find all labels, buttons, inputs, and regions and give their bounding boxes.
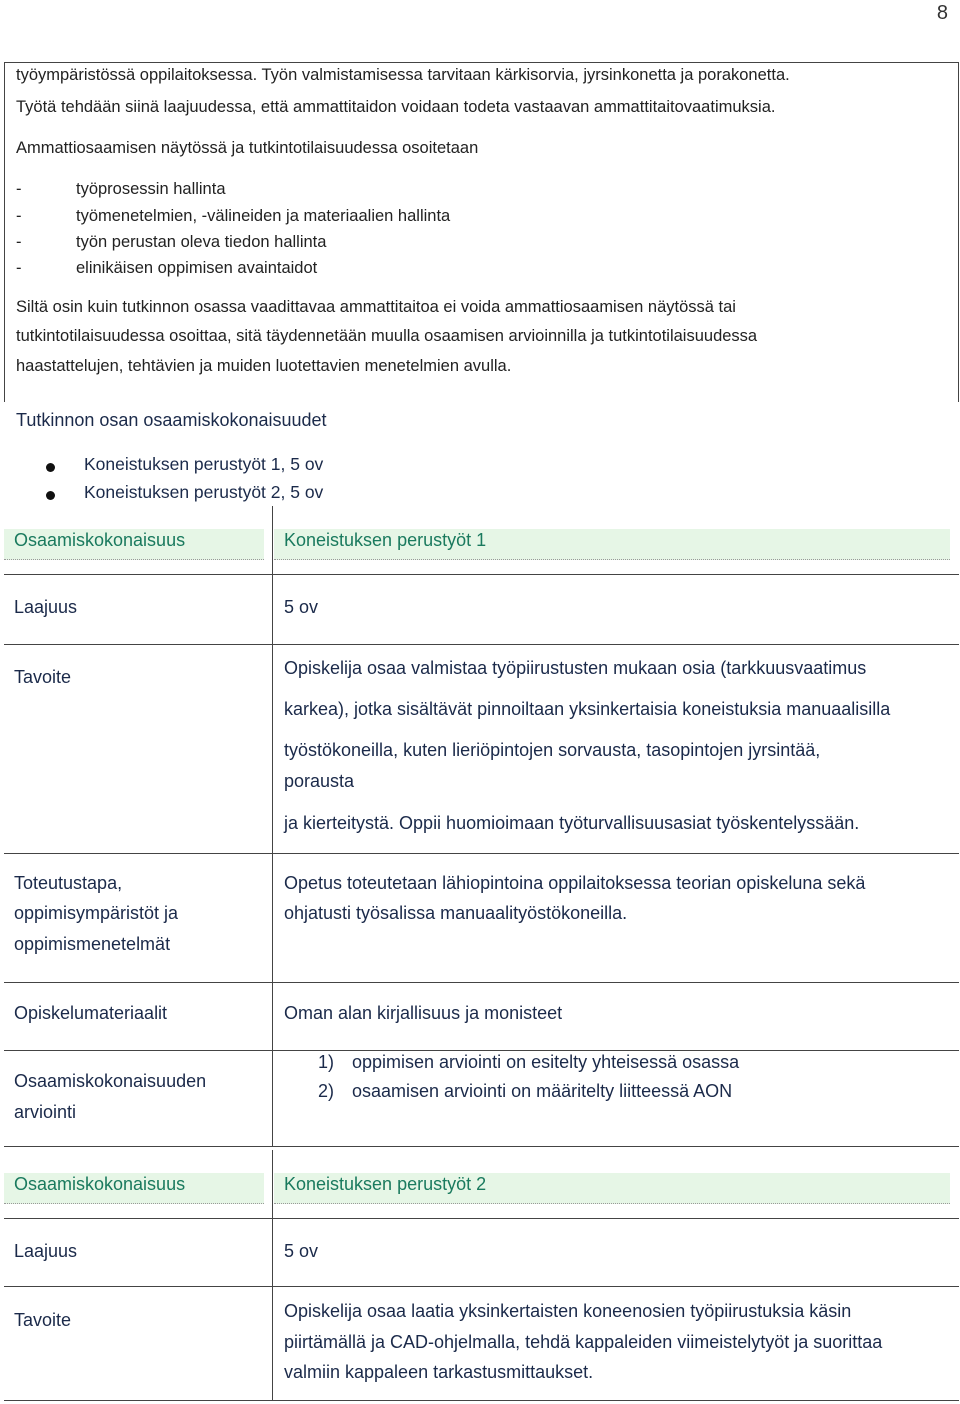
dash-list-item: - työn perustan oleva tiedon hallinta [16,233,327,251]
intro-line: työympäristössä oppilaitoksessa. Työn valmistamisessa tarvitaan kärkisorvia, jyrsinkonetta ja porakonetta. [16,66,790,84]
tavoite-line: Opiskelija osaa laatia yksinkertaisten koneenosien työpiirustuksia käsin [284,1301,852,1321]
table1-header-label: Osaamiskokonaisuus [14,530,186,550]
dash-list-item: - työmenetelmien, -välineiden ja materiaalien hallinta [16,207,451,225]
bullet-item: Koneistuksen perustyöt 1, 5 ov [52,454,323,475]
table2-column-divider [272,1218,273,1400]
bullet-item: Koneistuksen perustyöt 2, 5 ov [52,482,323,503]
tavoite-line: ja kierteitystä. Oppii huomioimaan työturvallisuusasiat työskentelyssään. [284,813,860,833]
tavoite-line: piirtämällä ja CAD-ohjelmalla, tehdä kappaleiden viimeistelytyöt ja suorittaa [284,1332,883,1352]
tavoite-line: Opiskelija osaa valmistaa työpiirustusten mukaan osia (tarkkuusvaatimus [284,658,867,678]
laajuus-value: 5 ov [284,597,319,617]
paragraph-line: haastattelujen, tehtävien ja muiden luotettavien menetelmien avulla. [16,357,512,375]
intro-line: Ammattiosaamisen näytössä ja tutkintotilaisuudessa osoitetaan [16,139,479,157]
section-heading: Tutkinnon osan osaamiskokonaisuudet [16,410,327,430]
table2-header-value: Koneistuksen perustyöt 2 [284,1174,487,1194]
table1-header-value: Koneistuksen perustyöt 1 [284,530,487,550]
toteutus-line: Opetus toteutetaan lähiopintoina oppilaitoksessa teorian opiskeluna sekä [284,873,866,893]
table-rule [4,853,959,854]
table-rule [4,644,959,645]
toteutus-label: oppimismenetelmät [14,934,171,954]
table2-header-divider [272,1150,273,1218]
table-rule [4,1286,959,1287]
dash-list-item: - työprosessin hallinta [16,180,226,198]
tavoite-line: valmiin kappaleen tarkastusmittaukset. [284,1362,594,1382]
laajuus-value: 5 ov [284,1241,319,1261]
dash-list-item: - elinikäisen oppimisen avaintaidot [16,259,318,277]
tavoite-line: työstökoneilla, kuten lieriöpintojen sorvausta, tasopintojen jyrsintää, [284,740,821,760]
table-rule [4,982,959,983]
arviointi-label: arviointi [14,1102,77,1122]
table1-header-divider [272,506,273,574]
table-rule [4,1400,959,1401]
materiaalit-value: Oman alan kirjallisuus ja monisteet [284,1003,563,1023]
table-rule [4,1050,959,1051]
toteutus-label: oppimisympäristöt ja [14,903,179,923]
arviointi-label: Osaamiskokonaisuuden [14,1071,207,1091]
tavoite-label: Tavoite [14,1310,72,1330]
page-number: 8 [936,2,948,24]
materiaalit-label: Opiskelumateriaalit [14,1003,168,1023]
paragraph-line: Siltä osin kuin tutkinnon osassa vaadittavaa ammattitaitoa ei voida ammattiosaamisen näytössä tai [16,298,736,316]
table-rule [4,574,959,575]
table1-column-divider [272,574,273,1146]
ordered-list-item: 2) osaamisen arviointi on määritelty liitteessä AON [318,1081,733,1101]
intro-line: Työtä tehdään siinä laajuudessa, että ammattitaidon voidaan todeta vastaavan ammattitaitovaatimuksia. [16,98,776,116]
laajuus-label: Laajuus [14,1241,78,1261]
table2-header-label: Osaamiskokonaisuus [14,1174,186,1194]
table-rule [4,1146,959,1147]
toteutus-label: Toteutustapa, [14,873,123,893]
laajuus-label: Laajuus [14,597,78,617]
tavoite-line: karkea), jotka sisältävät pinnoiltaan yksinkertaisia koneistuksia manuaalisilla [284,699,891,719]
ordered-list-item: 1) oppimisen arviointi on esitelty yhteisessä osassa [318,1052,740,1072]
table-rule [4,1218,959,1219]
tavoite-label: Tavoite [14,667,72,687]
paragraph-line: tutkintotilaisuudessa osoittaa, sitä täydennetään muulla osaamisen arvioinnilla ja tutkintotilaisuudessa [16,327,758,345]
toteutus-line: ohjatusti työsalissa manuaalityöstökoneilla. [284,903,628,923]
tavoite-line: porausta [284,771,355,791]
